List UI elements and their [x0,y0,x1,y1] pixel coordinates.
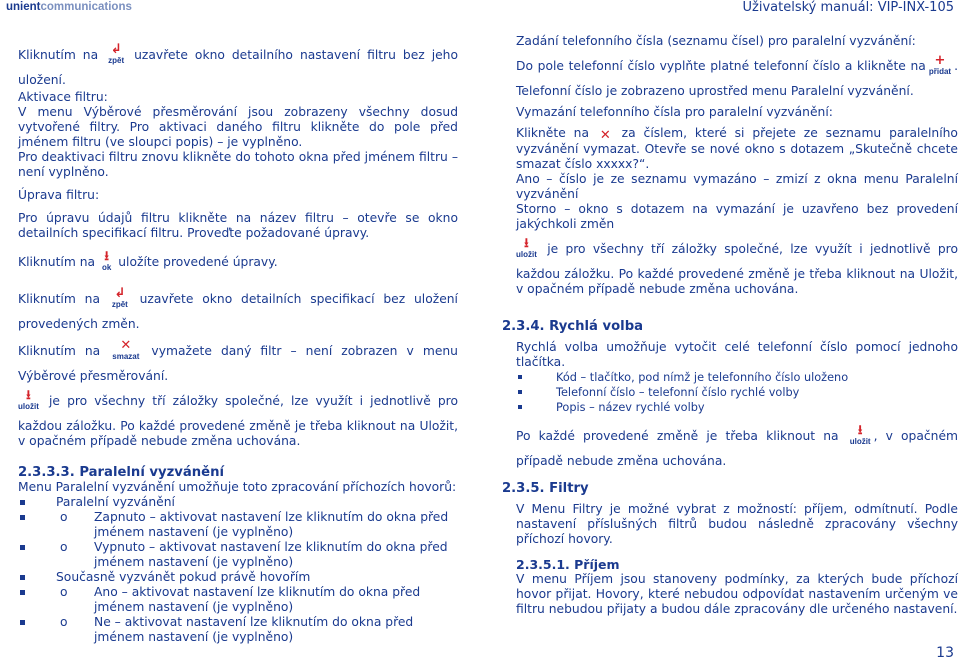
section-heading-speed-dial: 2.3.4. Rychlá volba [502,319,644,334]
paragraph-delete: Kliknutím na ✕ smazat vymažete daný filtr – není zobrazen v menu Výběrové přesměrování. [18,338,458,383]
speed-dial-fields-list [516,370,958,415]
paragraph-filters: V Menu Filtry je možné vybrat z možností: příjem, odmítnutí. Podle nastavení příslušných filtrů budou následně zpracovány všechny příchozí hovory. [516,502,958,546]
right-column [502,30,959,617]
page-number: 13 [936,645,954,661]
save-icon: ⭳ uložit [516,236,537,259]
paragraph-incoming: V menu Příjem jsou stanoveny podmínky, za kterých bude příchozí hovor přijat. Hovory, které nebudou odpovídat nastavením určeným ve filtru nebudou přijaty a budou dále zpracovány dle určeného nastavení. [516,572,958,616]
save-icon: ⭳ uložit [849,423,871,446]
paragraph-close-filter: Kliknutím na ↲ zpět uzavřete okno detailního nastavení filtru bez jeho uložení. [18,42,459,87]
ok-icon: ⭳ ok [101,249,112,272]
paragraph-back: Kliknutím na ↲ zpět uzavřete okno detailních specifikací bez uložení provedených změn. [18,286,458,331]
paragraph-yes: Ano – číslo je ze seznamu vymazáno – zmizí z okna menu Paralelní vyzvánění [516,172,958,201]
edit-heading: Úprava filtru: [18,188,100,202]
company-logo: unientcommunications [6,1,132,13]
list-item: o Ne – aktivovat nastavení lze kliknutím do okna před jménem nastavení (je vyplněno) [18,615,458,645]
heading-delete-number: Vymazání telefonního čísla pro paralelní vyzvánění: [516,105,833,119]
paragraph-save: ⭳ uložit je pro všechny tří záložky společné, lze využít i jednotlivě pro každou záložku. Po každé provedené změně je třeba kliknout na Uložit, v opačném případě nebude změna uchována. [516,236,958,296]
paragraph-edit: Pro úpravu údajů filtru klikněte na název filtru – otevře se okno detailních specifikací filtru. Proveďte požadované úpravy. [18,211,458,240]
list-item: Telefonní číslo – telefonní číslo rychlé volby [516,385,958,400]
paragraph-activation: V menu Výběrové přesměrování jsou zobrazeny všechny dosud vytvořené filtry. Pro aktivaci daného filtru klikněte do pole před jménem filtru (ve sloupci popis) – je vyplněno. [18,105,458,149]
paragraph-delete-number: Klikněte na ✕ za číslem, které si přejete ze seznamu paralelního vyzvánění vymazat. Otevře se nové okno s dotazem „Skutečně chcete smazat číslo xxxxx?“. [516,126,958,171]
list-item: Popis – název rychlé volby [516,400,958,415]
list-item: Paralelní vyzvánění [18,495,458,510]
list-item: o Ano – aktivovat nastavení lze kliknutím do okna před jménem nastavení (je vyplněno) [18,585,458,615]
paragraph-parallel-intro: Menu Paralelní vyzvánění umožňuje toto zpracování příchozích hovorů: [18,480,457,494]
heading-enter-number: Zadání telefonního čísla (seznamu čísel) pro paralelní vyzvánění: [516,34,916,48]
add-icon: + přidat [928,53,952,76]
section-heading-parallel-ring: 2.3.3.3. Paralelní vyzvánění [18,465,225,480]
paragraph-speed-dial: Rychlá volba umožňuje vytočit celé telefonní číslo pomocí jednoho tlačítka. [516,340,958,369]
paragraph-save: ⭳ uložit je pro všechny tří záložky společné, lze využít i jednotlivě pro každou záložku. Po každé provedené změně je třeba kliknout na Uložit, v opačném případě nebude změna uchována. [18,388,458,448]
concurrent-suboptions-list [18,585,458,645]
section-heading-incoming: 2.3.5.1. Příjem [516,557,620,572]
left-column [18,30,458,645]
paragraph-enter-number: Do pole telefonní číslo vyplňte platné telefonní číslo a klikněte na + přidat . Telefonní číslo je zobrazeno uprostřed menu Paralelní vyzvánění. [516,53,958,98]
section-heading-filters: 2.3.5. Filtry [502,481,589,496]
parallel-suboptions-list [18,510,458,570]
paragraph-cancel: Storno – okno s dotazem na vymazání je uzavřeno bez provedení jakýchkoli změn [516,202,958,231]
list-item: o Zapnuto – aktivovat nastavení lze kliknutím do okna před jménem nastavení (je vyplněno) [18,510,458,540]
concurrent-options-list [18,570,458,585]
paragraph-speed-save: Po každé provedené změně je třeba kliknout na ⭳ uložit , v opačném případě nebude změna uchována. [516,423,959,468]
back-icon: ↲ zpět [111,286,128,309]
paragraph-ok: Kliknutím na ⭳ ok uložíte provedené úpravy. [18,249,278,272]
save-icon: ⭳ uložit [18,388,39,411]
manual-title: Uživatelský manuál: VIP-INX-105 [742,0,954,15]
activation-heading: Aktivace filtru: [18,90,108,104]
delete-icon: ✕ [599,128,611,143]
back-icon: ↲ zpět [108,42,125,65]
parallel-options-list [18,495,458,510]
list-item: Kód – tlačítko, pod nímž je telefonního číslo uloženo [516,370,958,385]
list-item: o Vypnuto – aktivovat nastavení lze kliknutím do okna před jménem nastavení (je vyplněno) [18,540,458,570]
delete-icon: ✕ smazat [112,338,140,361]
list-item: Současně vyzvánět pokud právě hovořím [18,570,458,585]
paragraph-deactivation: Pro deaktivaci filtru znovu klikněte do tohoto okna před jménem filtru – není vyplněno. [18,150,458,179]
